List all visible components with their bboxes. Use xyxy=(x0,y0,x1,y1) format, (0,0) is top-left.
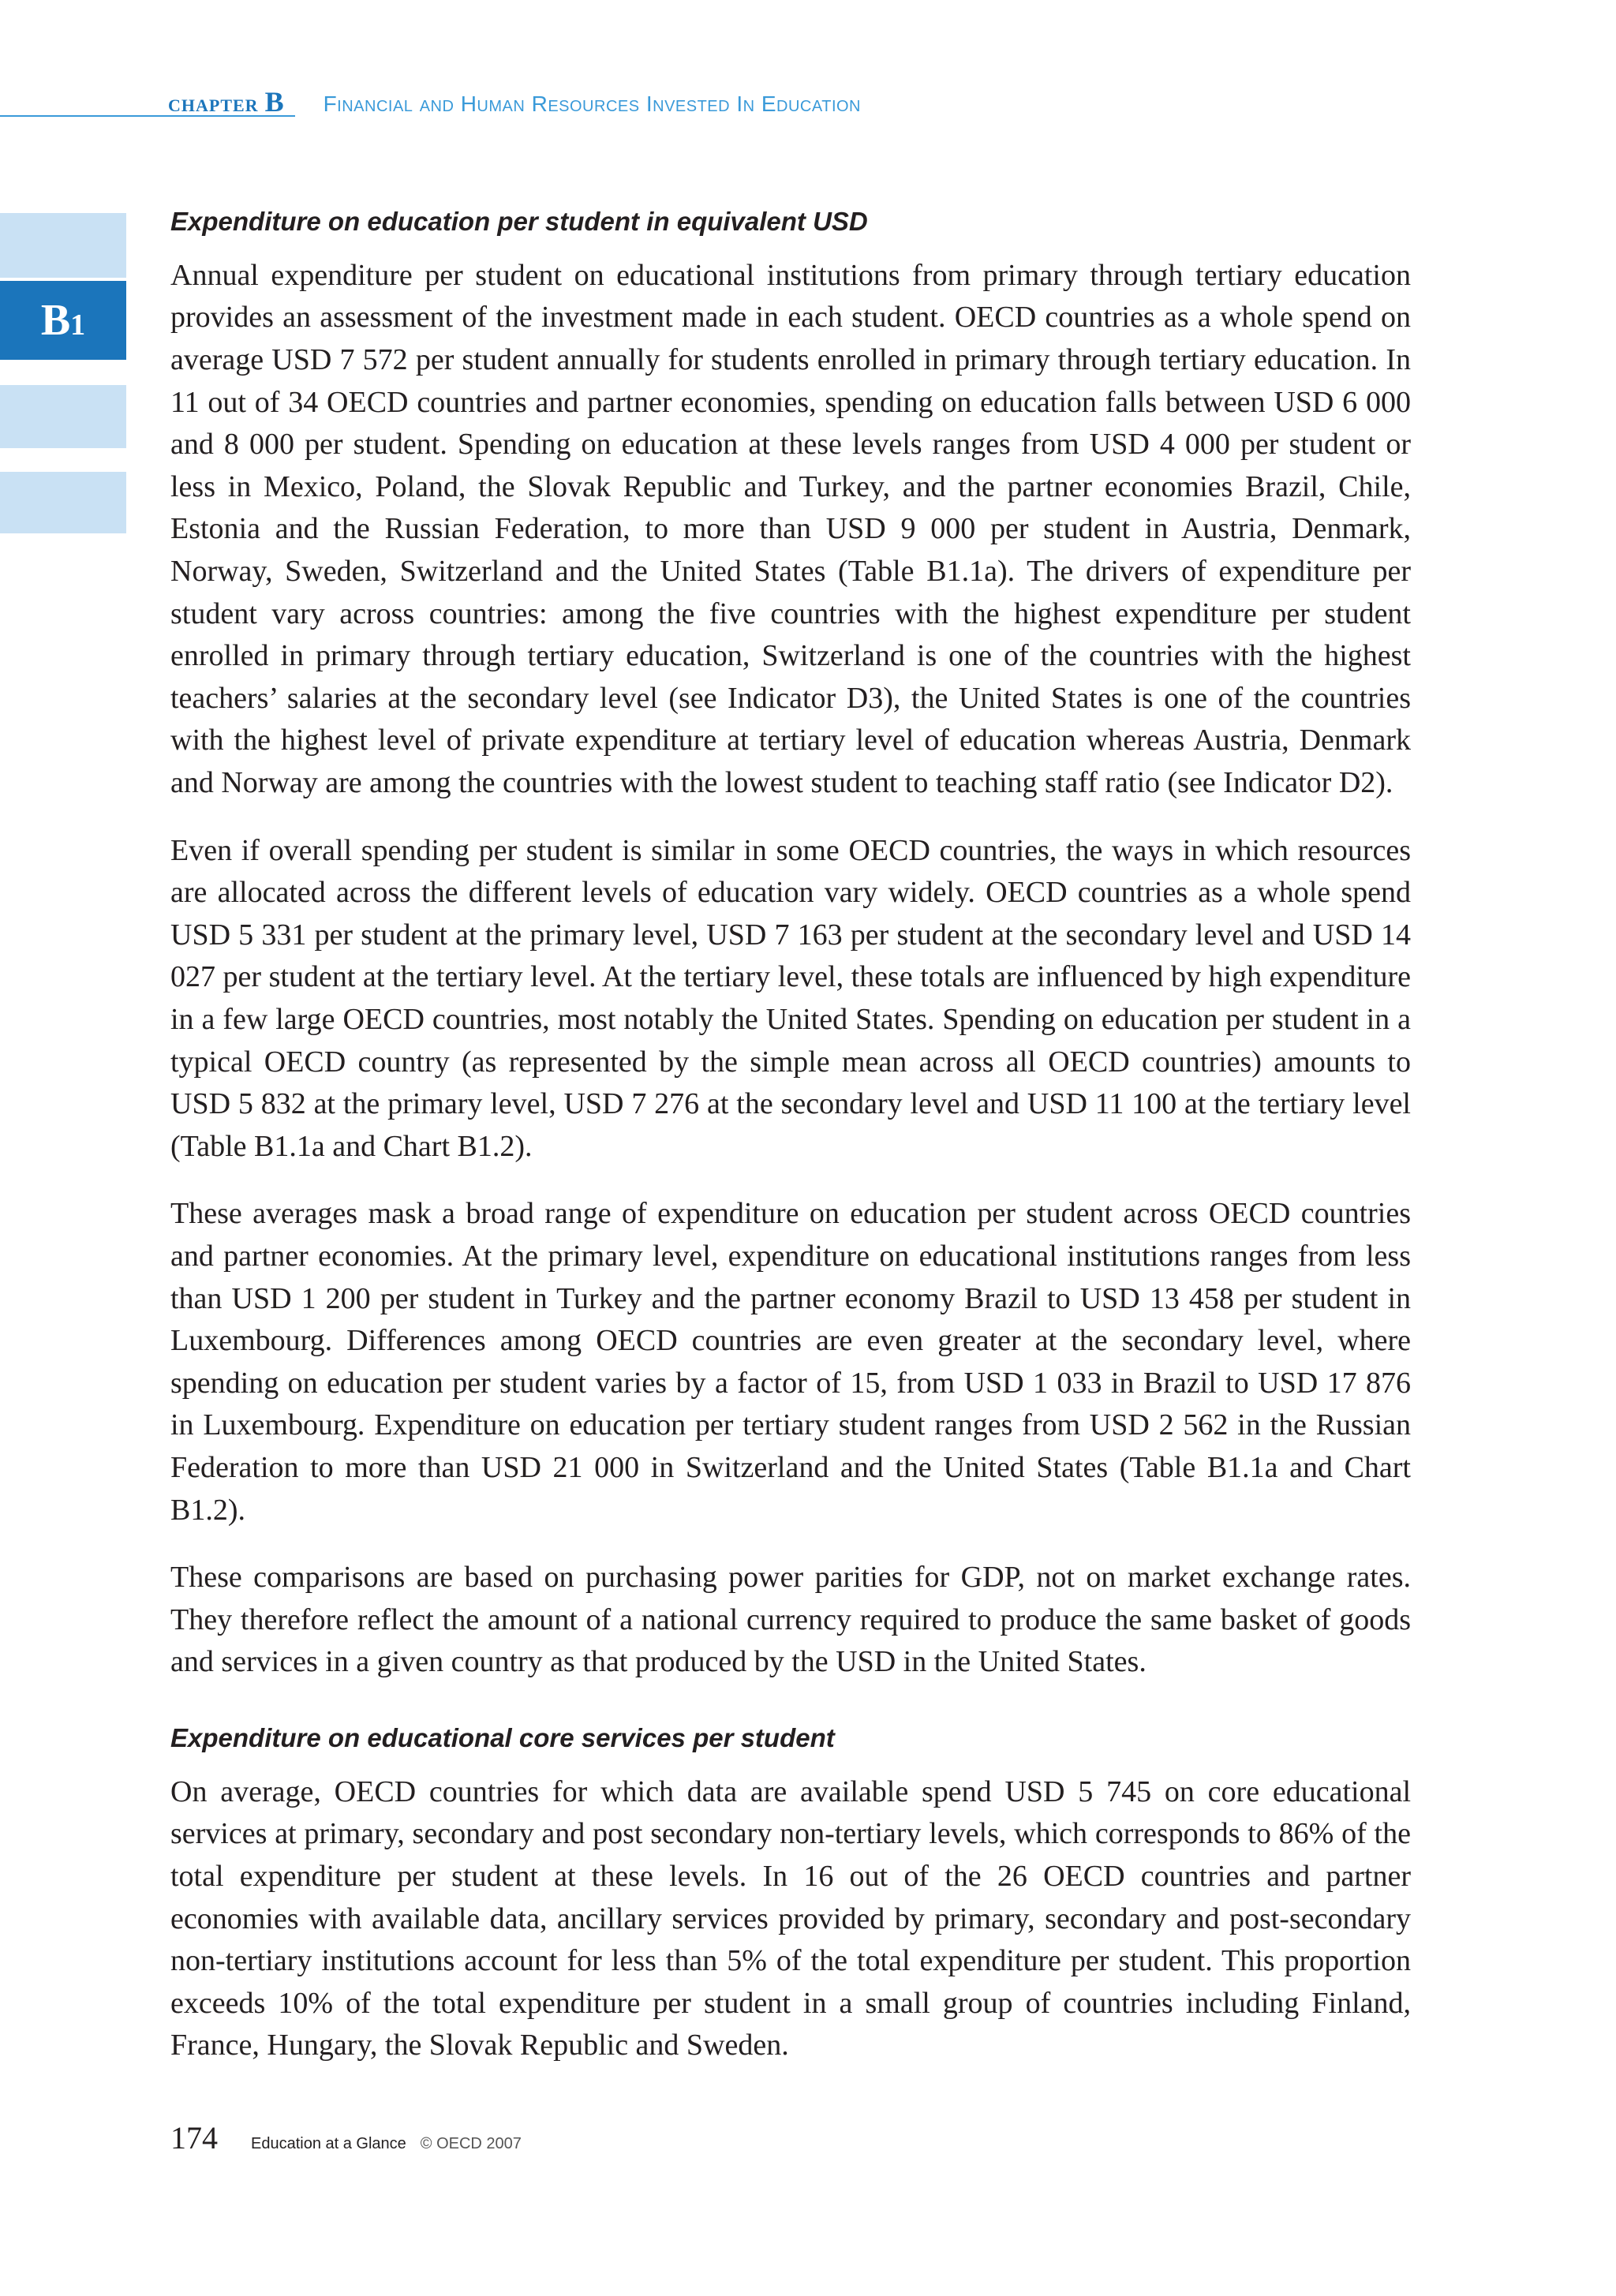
side-tab-current xyxy=(0,281,126,360)
section-heading-per-student: Expenditure on education per student in equivalent USD xyxy=(170,207,868,236)
paragraph: Annual expenditure per student on educational institutions from primary through tertiary education provides an assessment of the investment made in each student. OECD countries as a whole spend on average USD 7 572 per student annually for students enrolled in primary through tertiary education. In 11 out of 34 OECD countries and partner economies, spending on education falls between USD 6 000 and 8 000 per student. Spending on education at these levels ranges from USD 4 000 per student or less in Mexico, Poland, the Slovak Republic and Turkey, and the partner economies Brazil, Chile, Estonia and the Russian Federation, to more than USD 9 000 per student in Austria, Denmark, Norway, Sweden, Switzerland and the United States (Table B1.1a). The drivers of expenditure per student vary across countries: among the five countries with the highest expenditure per student enrolled in primary through tertiary education, Switzerland is one of the countries with the highest teachers’ salaries at the secondary level (see Indicator D3), the United States is one of the countries with the highest level of private expenditure at tertiary level of education whereas Austria, Denmark and Norway are among the countries with the lowest student to teaching staff ratio (see Indicator D2). xyxy=(170,258,1411,800)
side-tab-lower-2 xyxy=(0,472,126,533)
publication-title: Education at a Glance xyxy=(251,2135,406,2152)
running-header xyxy=(168,85,861,118)
chapter-letter: B xyxy=(264,86,284,118)
side-tab-lower-1 xyxy=(0,385,126,448)
page-number: 174 xyxy=(170,2120,218,2156)
section-heading-core-services: Expenditure on educational core services per student xyxy=(170,1722,835,1752)
copyright: © OECD 2007 xyxy=(420,2135,522,2152)
main-content xyxy=(170,205,1411,2092)
section-core-services xyxy=(170,1722,1411,2067)
paragraph: These averages mask a broad range of expenditure on education per student across OECD countries and partner economies. At the primary level, expenditure on educational institutions ranges from less than USD 1 200 per student in Turkey and the partner economy Brazil to USD 13 458 per student in Luxembourg. Differences among OECD countries are even greater at the secondary level, where spending on education per student varies by a factor of 15, from USD 1 033 in Brazil to USD 17 876 in Luxembourg. Expenditure on education per tertiary student ranges from USD 2 562 in the Russian Federation to more than USD 21 000 in Switzerland and the United States (Table B1.1a and Chart B1.2). xyxy=(170,1197,1411,1527)
chapter-label: chapter xyxy=(168,88,259,117)
paragraph: Even if overall spending per student is similar in some OECD countries, the ways in which resources are allocated across the different levels of education vary widely. OECD countries as a whole spend USD 5 331 per student at the primary level, USD 7 163 per student at the secondary level and USD 14 027 per student at the tertiary level. At the tertiary level, these totals are influenced by high expenditure in a few large OECD countries, most notably the United States. Spending on education per student in a typical OECD country (as represented by the simple mean across all OECD countries) amounts to USD 5 832 at the primary level, USD 7 276 at the secondary level and USD 11 100 at the tertiary level (Table B1.1a and Chart B1.2). xyxy=(170,833,1411,1163)
side-tab-label: B1 xyxy=(40,296,86,345)
page-footer xyxy=(170,2119,522,2156)
paragraph: On average, OECD countries for which data are available spend USD 5 745 on core educational services at primary, secondary and post secondary non-tertiary levels, which corresponds to 86% of the total expenditure per student at these levels. In 16 out of the 26 OECD countries and partner economies with available data, ancillary services provided by primary, secondary and post-secondary non-tertiary institutions account for less than 5% of the total expenditure per student. This proportion exceeds 10% of the total expenditure per student in a small group of countries including Finland, France, Hungary, the Slovak Republic and Sweden. xyxy=(170,1774,1411,2062)
side-tab-upper xyxy=(0,213,126,278)
paragraph: These comparisons are based on purchasing power parities for GDP, not on market exchange rates. They therefore reflect the amount of a national currency required to produce the same basket of goods and services in a given country as that produced by the USD in the United States. xyxy=(170,1561,1411,1679)
chapter-title: Financial and Human Resources Invested In Education xyxy=(323,92,862,116)
